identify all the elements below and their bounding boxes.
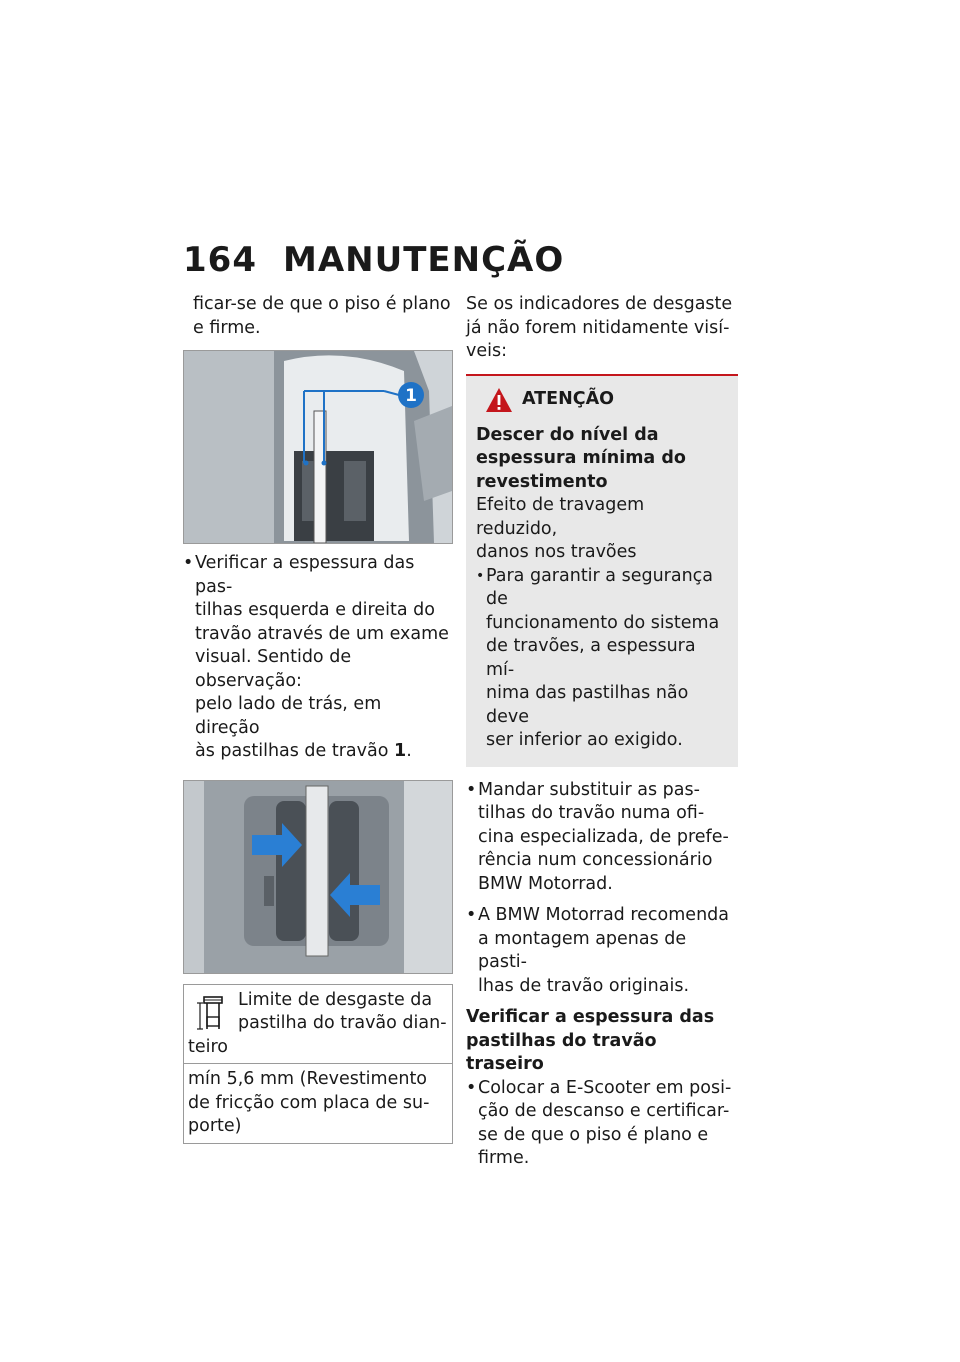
text-line: tilhas esquerda e direita do (195, 600, 435, 620)
section-heading-rear-brake (466, 1006, 738, 1077)
text-line: e firme. (193, 317, 261, 338)
spec-value-line: porte) (188, 1116, 242, 1136)
left-column (183, 293, 451, 1144)
text-fragment: . (406, 741, 412, 761)
figure-brake-pads-arrows (183, 780, 453, 974)
wear-limit-icon (188, 989, 234, 1035)
bullet-original-pads (466, 904, 738, 998)
spec-value-row (184, 1063, 452, 1143)
page-header (183, 240, 564, 280)
text-line: nima das pastilhas não deve (486, 683, 689, 727)
brake-caliper-illustration (184, 351, 452, 543)
text-line: cina especializada, de prefe- (478, 826, 729, 847)
spec-value-line: mín 5,6 mm (Revestimento (188, 1069, 428, 1089)
callout-number: 1 (405, 386, 417, 406)
text-line: ficar-se de que o piso é plano (193, 294, 451, 314)
text-line: espessura mínima do (476, 448, 686, 468)
text-line (195, 740, 451, 764)
text-line: de travões, a espessura mí- (486, 636, 696, 680)
intro-text (183, 293, 451, 340)
warning-label: ATENÇÃO (522, 388, 614, 409)
text-line: a montagem apenas de pasti- (478, 928, 687, 972)
text-line: Se os indicadores de desgaste (466, 294, 733, 314)
spec-title-line: Limite de desgaste da (238, 989, 433, 1010)
text-line: • Para garantir a segurança de (486, 565, 714, 609)
spec-title-line: teiro (188, 1036, 229, 1057)
text-line: BMW Motorrad. (478, 873, 613, 894)
text-line: lhas de travão originais. (478, 975, 690, 996)
text-line: • Colocar a E-Scooter em posi- (478, 1077, 732, 1098)
page-number: 164 (183, 240, 257, 280)
text-line: • Verificar a espessura das pas- (195, 553, 415, 597)
text-line: Efeito de travagem reduzido, (476, 495, 645, 539)
warning-sub-bullet (476, 565, 728, 753)
text-line: travão através de um exame (195, 623, 449, 644)
warning-body (476, 494, 728, 565)
text-line: danos nos travões (476, 542, 637, 562)
bullet-replace-pads (466, 779, 738, 897)
warning-heading (476, 424, 728, 495)
text-line: ser inferior ao exigido. (486, 730, 683, 750)
figure-brake-caliper-top (183, 350, 453, 544)
spec-value-line: de fricção com placa de su- (188, 1092, 430, 1113)
brake-pads-illustration (184, 781, 452, 973)
reference-number: 1 (394, 741, 407, 761)
text-line: pelo lado de trás, em direção (195, 694, 382, 738)
bullet-stand-position (466, 1077, 738, 1171)
text-line: funcionamento do sistema (486, 612, 720, 633)
text-line: ção de descanso e certificar- (478, 1101, 730, 1121)
text-line: Verificar a espessura das (466, 1007, 715, 1027)
text-line: firme. (478, 1148, 530, 1168)
bullet-check-thickness (183, 552, 451, 764)
warning-title (484, 386, 728, 414)
right-column (466, 293, 738, 1171)
text-fragment: às pastilhas de travão (195, 741, 395, 761)
warning-triangle-icon (484, 386, 514, 414)
text-line: tilhas do travão numa ofi- (478, 803, 705, 823)
spec-title-row (184, 985, 452, 1064)
warning-box (466, 374, 738, 767)
spec-title-line: pastilha do travão dian- (238, 1013, 447, 1033)
text-line: veis: (466, 341, 507, 361)
text-line: visual. Sentido de observação: (195, 647, 352, 691)
text-line: se de que o piso é plano e (478, 1124, 709, 1145)
text-line: • A BMW Motorrad recomenda (478, 905, 729, 925)
chapter-title: MANUTENÇÃO (283, 240, 565, 280)
text-line: pastilhas do travão traseiro (466, 1030, 657, 1074)
text-line: Descer do nível da (476, 424, 659, 445)
text-line: • Mandar substituir as pas- (478, 779, 700, 800)
spec-table-wear-limit (183, 984, 453, 1144)
text-line: já não forem nitidamente visí- (466, 317, 730, 338)
text-line: revestimento (476, 471, 608, 492)
intro-text (466, 293, 738, 364)
text-line: rência num concessionário (478, 850, 713, 870)
